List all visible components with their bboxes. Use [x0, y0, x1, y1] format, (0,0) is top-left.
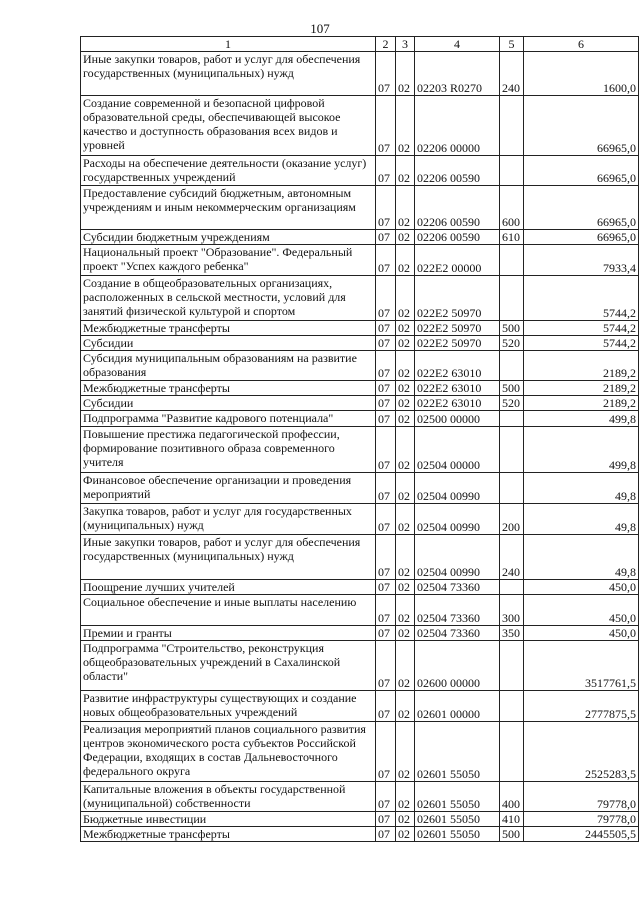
row-target-article: 02504 73360	[415, 595, 500, 626]
row-amount: 2445505,5	[524, 827, 639, 842]
row-amount: 2777875,5	[524, 691, 639, 722]
row-subsection: 02	[396, 580, 415, 595]
row-name: Расходы на обеспечение деятельности (оказание услуг) государственных учреждений	[81, 156, 376, 186]
row-subsection: 02	[396, 722, 415, 782]
row-amount: 5744,2	[524, 336, 639, 351]
budget-table	[80, 36, 639, 842]
row-target-article: 02206 00000	[415, 96, 500, 156]
row-amount: 79778,0	[524, 812, 639, 827]
row-name: Создание современной и безопасной цифровой образовательной среды, обеспечивающей высокое качество и доступность образования всех видов и уровней	[81, 96, 376, 156]
row-name: Межбюджетные трансферты	[81, 381, 376, 396]
table-row	[81, 595, 639, 626]
row-name: Финансовое обеспечение организации и проведения мероприятий	[81, 473, 376, 504]
row-expense-type	[500, 691, 524, 722]
row-name: Повышение престижа педагогической профессии, формирование позитивного образа современного учителя	[81, 427, 376, 473]
row-name: Бюджетные инвестиции	[81, 812, 376, 827]
row-target-article: 02601 55050	[415, 722, 500, 782]
row-amount: 5744,2	[524, 321, 639, 336]
row-target-article: 02601 55050	[415, 782, 500, 812]
row-amount: 2525283,5	[524, 722, 639, 782]
row-subsection: 02	[396, 351, 415, 381]
column-header: 6	[524, 37, 639, 52]
row-amount: 3517761,5	[524, 641, 639, 691]
row-subsection: 02	[396, 641, 415, 691]
row-section: 07	[376, 626, 396, 641]
table-row	[81, 156, 639, 186]
row-section: 07	[376, 411, 396, 427]
table-row	[81, 473, 639, 504]
column-header: 3	[396, 37, 415, 52]
row-target-article: 02504 00990	[415, 504, 500, 535]
table-row	[81, 245, 639, 276]
row-amount: 2189,2	[524, 351, 639, 381]
row-amount: 450,0	[524, 580, 639, 595]
row-amount: 49,8	[524, 535, 639, 580]
table-row	[81, 411, 639, 427]
row-name: Национальный проект "Образование". Федеральный проект "Успех каждого ребенка"	[81, 245, 376, 276]
row-section: 07	[376, 156, 396, 186]
row-target-article: 022Е2 50970	[415, 276, 500, 321]
row-subsection: 02	[396, 504, 415, 535]
row-expense-type	[500, 96, 524, 156]
row-section: 07	[376, 427, 396, 473]
row-section: 07	[376, 473, 396, 504]
table-row	[81, 691, 639, 722]
row-target-article: 022Е2 63010	[415, 351, 500, 381]
row-name: Реализация мероприятий планов социального развития центров экономического роста субъектов Российской Федерации, входящих в состав Дальневосточного федерального округа	[81, 722, 376, 782]
row-expense-type: 600	[500, 186, 524, 230]
row-name: Иные закупки товаров, работ и услуг для обеспечения государственных (муниципальных) нужд	[81, 535, 376, 580]
table-row	[81, 351, 639, 381]
row-expense-type: 610	[500, 230, 524, 245]
row-target-article: 02500 00000	[415, 411, 500, 427]
row-name: Предоставление субсидий бюджетным, автономным учреждениям и иным некоммерческим организациям	[81, 186, 376, 230]
row-section: 07	[376, 96, 396, 156]
row-subsection: 02	[396, 230, 415, 245]
table-row	[81, 626, 639, 641]
row-subsection: 02	[396, 595, 415, 626]
row-section: 07	[376, 535, 396, 580]
row-amount: 450,0	[524, 595, 639, 626]
column-header: 1	[81, 37, 376, 52]
row-target-article: 022Е2 63010	[415, 396, 500, 411]
row-expense-type: 300	[500, 595, 524, 626]
row-subsection: 02	[396, 52, 415, 96]
row-section: 07	[376, 381, 396, 396]
row-subsection: 02	[396, 336, 415, 351]
row-subsection: 02	[396, 411, 415, 427]
row-subsection: 02	[396, 827, 415, 842]
row-target-article: 02206 00590	[415, 186, 500, 230]
row-subsection: 02	[396, 812, 415, 827]
row-section: 07	[376, 52, 396, 96]
table-row	[81, 722, 639, 782]
row-amount: 1600,0	[524, 52, 639, 96]
row-subsection: 02	[396, 427, 415, 473]
header-row	[81, 37, 639, 52]
row-target-article: 02600 00000	[415, 641, 500, 691]
row-name: Иные закупки товаров, работ и услуг для обеспечения государственных (муниципальных) нужд	[81, 52, 376, 96]
row-section: 07	[376, 336, 396, 351]
row-name: Развитие инфраструктуры существующих и создание новых общеобразовательных учреждений	[81, 691, 376, 722]
row-amount: 7933,4	[524, 245, 639, 276]
row-name: Подпрограмма "Строительство, реконструкция общеобразовательных учреждений в Сахалинской области"	[81, 641, 376, 691]
row-name: Субсидия муниципальным образованиям на развитие образования	[81, 351, 376, 381]
table-row	[81, 641, 639, 691]
row-expense-type	[500, 351, 524, 381]
row-section: 07	[376, 230, 396, 245]
row-target-article: 02504 00000	[415, 427, 500, 473]
row-amount: 79778,0	[524, 782, 639, 812]
row-amount: 66965,0	[524, 96, 639, 156]
table-row	[81, 812, 639, 827]
row-expense-type: 240	[500, 535, 524, 580]
column-header: 4	[415, 37, 500, 52]
row-subsection: 02	[396, 782, 415, 812]
row-target-article: 02203 R0270	[415, 52, 500, 96]
row-expense-type	[500, 722, 524, 782]
row-target-article: 02601 00000	[415, 691, 500, 722]
row-section: 07	[376, 396, 396, 411]
row-subsection: 02	[396, 396, 415, 411]
row-section: 07	[376, 186, 396, 230]
row-amount: 2189,2	[524, 396, 639, 411]
row-amount: 49,8	[524, 473, 639, 504]
row-section: 07	[376, 691, 396, 722]
row-name: Субсидии	[81, 396, 376, 411]
table-row	[81, 580, 639, 595]
row-target-article: 02206 00590	[415, 230, 500, 245]
row-name: Субсидии	[81, 336, 376, 351]
row-name: Премии и гранты	[81, 626, 376, 641]
table-row	[81, 381, 639, 396]
row-expense-type	[500, 473, 524, 504]
row-expense-type	[500, 411, 524, 427]
row-name: Межбюджетные трансферты	[81, 321, 376, 336]
row-target-article: 022Е2 00000	[415, 245, 500, 276]
table-row	[81, 504, 639, 535]
row-amount: 66965,0	[524, 156, 639, 186]
row-section: 07	[376, 722, 396, 782]
row-amount: 66965,0	[524, 230, 639, 245]
row-target-article: 02504 00990	[415, 535, 500, 580]
row-subsection: 02	[396, 186, 415, 230]
row-expense-type	[500, 245, 524, 276]
row-section: 07	[376, 580, 396, 595]
row-name: Социальное обеспечение и иные выплаты населению	[81, 595, 376, 626]
table-row	[81, 827, 639, 842]
row-target-article: 022Е2 50970	[415, 321, 500, 336]
row-subsection: 02	[396, 473, 415, 504]
row-expense-type	[500, 427, 524, 473]
row-section: 07	[376, 276, 396, 321]
row-name: Поощрение лучших учителей	[81, 580, 376, 595]
row-section: 07	[376, 595, 396, 626]
row-subsection: 02	[396, 276, 415, 321]
row-subsection: 02	[396, 626, 415, 641]
row-expense-type: 520	[500, 396, 524, 411]
table-row	[81, 336, 639, 351]
row-section: 07	[376, 827, 396, 842]
row-section: 07	[376, 321, 396, 336]
table-row	[81, 535, 639, 580]
row-expense-type: 400	[500, 782, 524, 812]
row-target-article: 02206 00590	[415, 156, 500, 186]
row-name: Капитальные вложения в объекты государственной (муниципальной) собственности	[81, 782, 376, 812]
row-name: Межбюджетные трансферты	[81, 827, 376, 842]
row-expense-type	[500, 156, 524, 186]
row-target-article: 02504 00990	[415, 473, 500, 504]
row-target-article: 02504 73360	[415, 580, 500, 595]
row-subsection: 02	[396, 321, 415, 336]
row-subsection: 02	[396, 245, 415, 276]
row-subsection: 02	[396, 381, 415, 396]
table-row	[81, 396, 639, 411]
table-row	[81, 782, 639, 812]
row-amount: 5744,2	[524, 276, 639, 321]
table-row	[81, 276, 639, 321]
table-row	[81, 186, 639, 230]
row-section: 07	[376, 504, 396, 535]
column-header: 2	[376, 37, 396, 52]
table-row	[81, 321, 639, 336]
row-amount: 66965,0	[524, 186, 639, 230]
row-subsection: 02	[396, 156, 415, 186]
row-target-article: 022Е2 50970	[415, 336, 500, 351]
row-expense-type: 200	[500, 504, 524, 535]
row-expense-type: 500	[500, 827, 524, 842]
row-expense-type: 350	[500, 626, 524, 641]
row-amount: 450,0	[524, 626, 639, 641]
table-row	[81, 52, 639, 96]
table-row	[81, 427, 639, 473]
table-row	[81, 230, 639, 245]
page-number: 107	[310, 21, 330, 36]
row-target-article: 02601 55050	[415, 812, 500, 827]
row-amount: 2189,2	[524, 381, 639, 396]
row-name: Подпрограмма "Развитие кадрового потенциала"	[81, 411, 376, 427]
table-row	[81, 96, 639, 156]
row-subsection: 02	[396, 535, 415, 580]
row-section: 07	[376, 812, 396, 827]
row-expense-type: 520	[500, 336, 524, 351]
row-subsection: 02	[396, 96, 415, 156]
row-section: 07	[376, 245, 396, 276]
row-target-article: 02601 55050	[415, 827, 500, 842]
row-expense-type: 500	[500, 321, 524, 336]
row-amount: 49,8	[524, 504, 639, 535]
row-name: Закупка товаров, работ и услуг для государственных (муниципальных) нужд	[81, 504, 376, 535]
row-expense-type: 240	[500, 52, 524, 96]
row-target-article: 022Е2 63010	[415, 381, 500, 396]
row-expense-type	[500, 580, 524, 595]
row-expense-type	[500, 276, 524, 321]
row-expense-type: 500	[500, 381, 524, 396]
row-target-article: 02504 73360	[415, 626, 500, 641]
row-expense-type	[500, 641, 524, 691]
row-subsection: 02	[396, 691, 415, 722]
row-section: 07	[376, 782, 396, 812]
row-section: 07	[376, 351, 396, 381]
row-section: 07	[376, 641, 396, 691]
row-amount: 499,8	[524, 411, 639, 427]
row-expense-type: 410	[500, 812, 524, 827]
column-header: 5	[500, 37, 524, 52]
row-name: Субсидии бюджетным учреждениям	[81, 230, 376, 245]
row-amount: 499,8	[524, 427, 639, 473]
row-name: Создание в общеобразовательных организациях, расположенных в сельской местности, условий для занятий физической культурой и спортом	[81, 276, 376, 321]
